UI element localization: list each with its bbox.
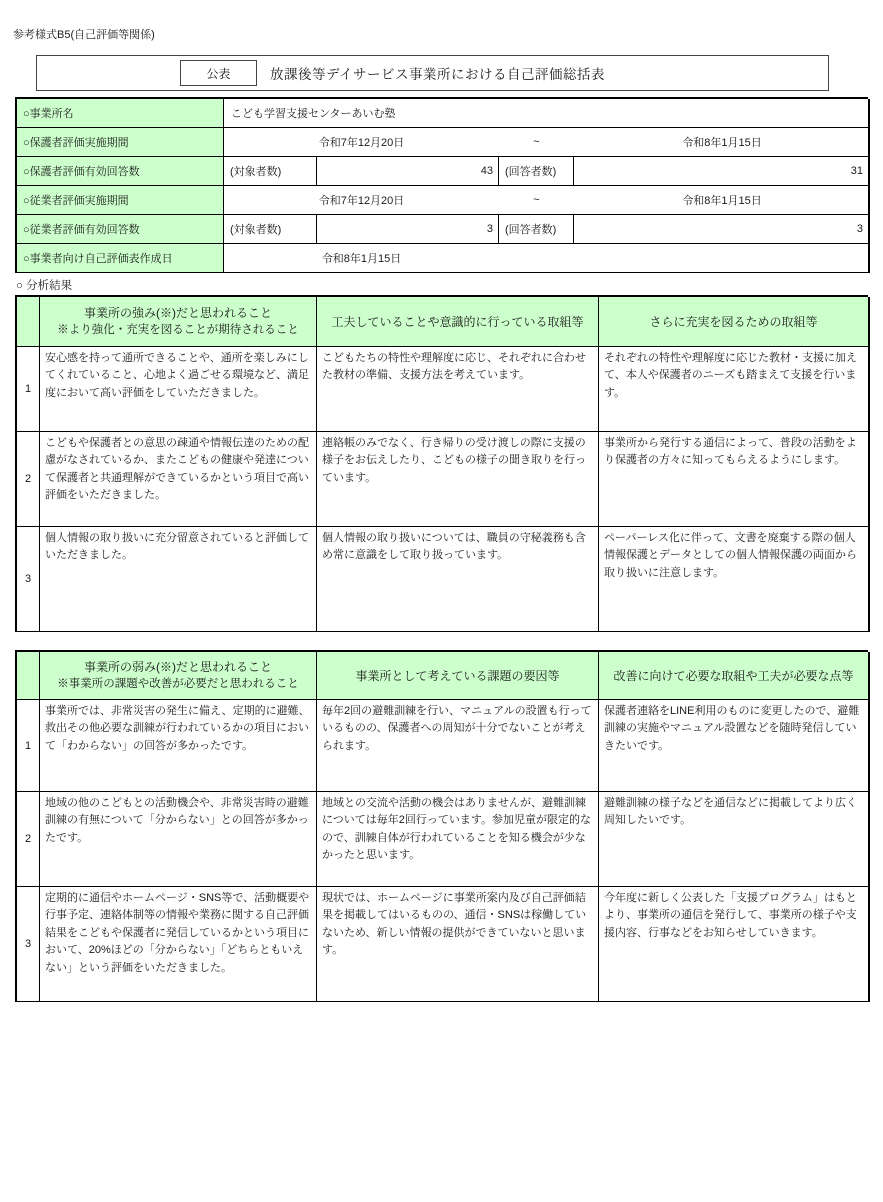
weaknesses-row3-cause: 現状では、ホームページに事業所案内及び自己評価結果を掲載してはいるものの、通信・SNSは稼働していないため、新しい情報の提供ができていないと思います。 — [317, 887, 599, 1002]
weaknesses-row1-improvement: 保護者連絡をLINE利用のものに変更したので、避難訓練の実施やマニュアル設置などを随時発信していきたいです。 — [599, 700, 870, 792]
business-name-value: こども学習支援センターあいむ塾 — [224, 99, 870, 128]
strengths-corner-cell — [17, 297, 40, 347]
weaknesses-table — [15, 650, 868, 1002]
guardian-period-label: ○保護者評価実施期間 — [17, 128, 224, 157]
weaknesses-corner-cell — [17, 652, 40, 700]
weaknesses-row1-cause: 毎年2回の避難訓練を行い、マニュアルの設置も行っているものの、保護者への周知が十分でないことが考えられます。 — [317, 700, 599, 792]
publish-stamp: 公表 — [180, 60, 257, 86]
guardian-target-count: 43 — [317, 157, 499, 186]
strengths-col2-header: 工夫していることや意識的に行っている取組等 — [317, 297, 599, 347]
staff-responses-label: ○従業者評価有効回答数 — [17, 215, 224, 244]
weaknesses-row3-weakness: 定期的に通信やホームページ・SNS等で、活動概要や行事予定、連絡体制等の情報や業務に関する自己評価結果をこどもや保護者に発信しているかという項目において、20%ほどの「分からない」「どちらともいえない」という評価をいただきました。 — [40, 887, 317, 1002]
strengths-row1-number: 1 — [17, 347, 40, 432]
strengths-row1-effort: こどもたちの特性や理解度に応じ、それぞれに合わせた教材の準備、支援方法を考えています。 — [317, 347, 599, 432]
guardian-respondent-count: 31 — [574, 157, 870, 186]
strengths-row3-number: 3 — [17, 527, 40, 632]
form-reference-label: 参考様式B5(自己評価等関係) — [13, 29, 155, 41]
guardian-period-start: 令和7年12月20日 — [318, 137, 405, 149]
page-title: 放課後等デイサービス事業所における自己評価総括表 — [270, 67, 606, 82]
staff-period-start: 令和7年12月20日 — [318, 195, 405, 207]
weaknesses-col1-header: 事業所の弱み(※)だと思われること ※事業所の課題や改善が必要だと思われること — [40, 652, 317, 700]
strengths-row3-effort: 個人情報の取り扱いについては、職員の守秘義務も含め常に意識をして取り扱っています。 — [317, 527, 599, 632]
strengths-row2-number: 2 — [17, 432, 40, 527]
weaknesses-row2-cause: 地域との交流や活動の機会はありませんが、避難訓練については毎年2回行っています。参加児童が限定的なので、訓練自体が行われていることを知る機会が少なかったと思います。 — [317, 792, 599, 887]
staff-target-count: 3 — [317, 215, 499, 244]
strengths-row3-enhancement: ペーパーレス化に伴って、文書を廃棄する際の個人情報保護とデータとしての個人情報保護の両面から取り扱いに注意します。 — [599, 527, 870, 632]
staff-period-value — [224, 186, 870, 215]
strengths-row1-enhancement: それぞれの特性や理解度に応じた教材・支援に加えて、本人や保護者のニーズも踏まえて支援を行います。 — [599, 347, 870, 432]
weaknesses-row3-number: 3 — [17, 887, 40, 1002]
staff-respondent-label: (回答者数) — [499, 215, 574, 244]
guardian-period-value — [224, 128, 870, 157]
strengths-table — [15, 295, 868, 632]
weaknesses-row1-weakness: 事業所では、非常災害の発生に備え、定期的に避難、救出その他必要な訓練が行われているかの項目において「わからない」の回答が多かったです。 — [40, 700, 317, 792]
staff-period-end: 令和8年1月15日 — [682, 195, 762, 207]
guardian-period-end: 令和8年1月15日 — [682, 137, 762, 149]
strengths-row2-strength: こどもや保護者との意思の疎通や情報伝達のための配慮がなされているか、またこどもの健康や発達について保護者と共通理解ができているかという項目で高い評価をいただきました。 — [40, 432, 317, 527]
analysis-results-heading: ○ 分析結果 — [16, 280, 73, 292]
guardian-period-tilde: ~ — [533, 136, 540, 148]
title-box — [36, 55, 829, 91]
weaknesses-col3-header: 改善に向けて必要な取組や工夫が必要な点等 — [599, 652, 870, 700]
weaknesses-row2-weakness: 地域の他のこどもとの活動機会や、非常災害時の避難訓練の有無について「分からない」との回答が多かったです。 — [40, 792, 317, 887]
self-eval-date-label: ○事業者向け自己評価表作成日 — [17, 244, 224, 273]
strengths-row1-strength: 安心感を持って通所できることや、通所を楽しみにしてくれていること、心地よく過ごせる環境など、満足度において高い評価をしていただきました。 — [40, 347, 317, 432]
staff-target-label: (対象者数) — [224, 215, 317, 244]
business-name-label: ○事業所名 — [17, 99, 224, 128]
guardian-target-label: (対象者数) — [224, 157, 317, 186]
strengths-row2-enhancement: 事業所から発行する通信によって、普段の活動をより保護者の方々に知ってもらえるようにします。 — [599, 432, 870, 527]
staff-period-label: ○従業者評価実施期間 — [17, 186, 224, 215]
facility-info-table — [15, 97, 868, 273]
strengths-row2-effort: 連絡帳のみでなく、行き帰りの受け渡しの際に支援の様子をお伝えしたり、こどもの様子の聞き取りを行っています。 — [317, 432, 599, 527]
staff-period-tilde: ~ — [533, 194, 540, 206]
weaknesses-row1-number: 1 — [17, 700, 40, 792]
self-eval-date-value: 令和8年1月15日 — [224, 244, 870, 273]
guardian-respondent-label: (回答者数) — [499, 157, 574, 186]
staff-respondent-count: 3 — [574, 215, 870, 244]
weaknesses-col2-header: 事業所として考えている課題の要因等 — [317, 652, 599, 700]
weaknesses-row2-number: 2 — [17, 792, 40, 887]
guardian-responses-label: ○保護者評価有効回答数 — [17, 157, 224, 186]
strengths-col3-header: さらに充実を図るための取組等 — [599, 297, 870, 347]
weaknesses-row3-improvement: 今年度に新しく公表した「支援プログラム」はもとより、事業所の通信を発行して、事業所の様子や支援内容、行事などをお知らせしていきます。 — [599, 887, 870, 1002]
strengths-col1-header: 事業所の強み(※)だと思われること ※より強化・充実を図ることが期待されること — [40, 297, 317, 347]
strengths-row3-strength: 個人情報の取り扱いに充分留意されていると評価していただきました。 — [40, 527, 317, 632]
weaknesses-row2-improvement: 避難訓練の様子などを通信などに掲載してより広く周知したいです。 — [599, 792, 870, 887]
